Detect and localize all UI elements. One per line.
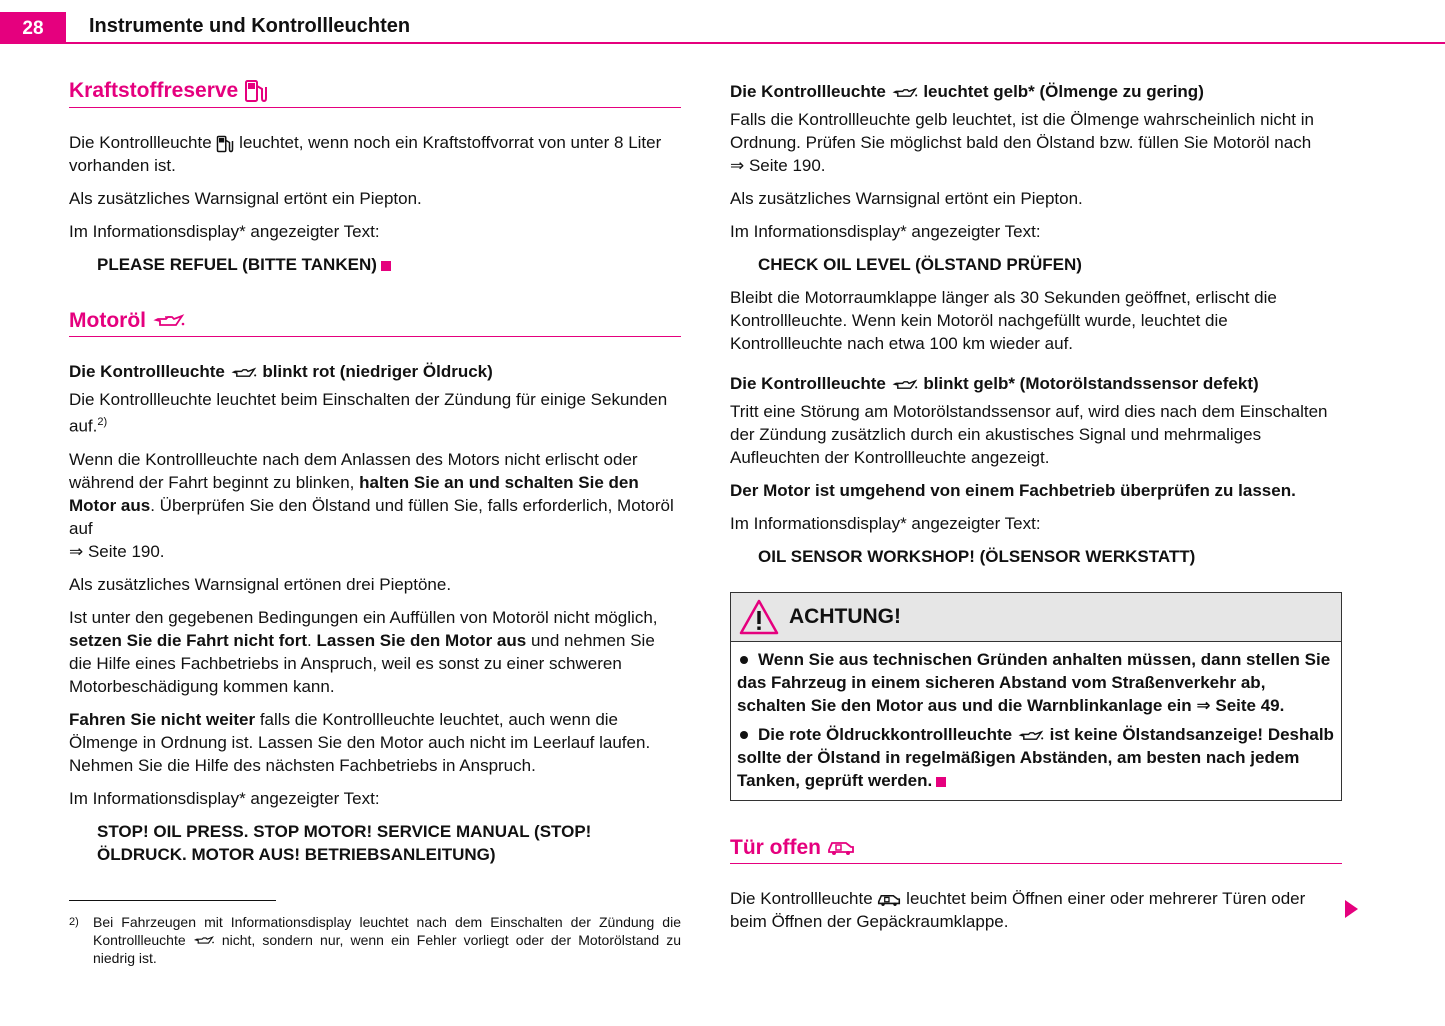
door-p1-start: Die Kontrollleuchte xyxy=(730,889,873,908)
oil-sensor-sub-start: Die Kontrollleuchte xyxy=(730,374,886,393)
yellow-p1-text: Falls die Kontrollleuchte gelb leuchtet, ist die Ölmenge wahrscheinlich nicht in Ordnung. Prüfen Sie möglichst bald den Ölstand bzw. füllen Sie Motoröl nach xyxy=(730,110,1314,152)
right-column xyxy=(730,80,1342,943)
warning-box xyxy=(730,592,1342,801)
oil-can-icon xyxy=(1017,728,1045,744)
oil-sensor-subheading xyxy=(730,372,1342,395)
footnote-text xyxy=(93,913,681,967)
yellow-paragraph-2: Als zusätzliches Warnsignal ertönt ein Piepton. xyxy=(730,189,1083,208)
oil-p4-bold-2: Lassen Sie den Motor aus xyxy=(316,630,527,650)
header-rule xyxy=(0,42,1445,44)
oil-p4-a: Ist unter den gegebenen Bedingungen ein Auffüllen von Motoröl nicht möglich, xyxy=(69,607,658,627)
left-column xyxy=(69,70,681,967)
oil-display-text: STOP! OIL PRESS. STOP MOTOR! SERVICE MANUAL (STOP! ÖLDRUCK. MOTOR AUS! BETRIEBSANLEITUNG) xyxy=(97,821,592,864)
fuel-paragraph-1 xyxy=(69,131,681,177)
fuel-display-message: PLEASE REFUEL (BITTE TANKEN) xyxy=(97,255,377,274)
section-end-marker xyxy=(936,777,946,787)
warning-header xyxy=(731,593,1341,642)
open-door-car-icon xyxy=(827,839,855,857)
oil-p1-text: Die Kontrollleuchte leuchtet beim Einschalten der Zündung für einige Sekunden auf. xyxy=(69,390,668,436)
yellow-paragraph-1 xyxy=(730,108,1342,177)
oil-red-sub-end: blinkt rot (niedriger Öldruck) xyxy=(262,362,493,381)
next-page-arrow-icon[interactable] xyxy=(1345,900,1358,918)
warning-bullet-1 xyxy=(737,648,1335,717)
door-paragraph-1 xyxy=(730,887,1342,933)
footnote xyxy=(69,913,681,967)
oil-p2-bold: halten Sie an und schalten Sie den Motor aus xyxy=(69,472,639,515)
door-heading-text: Tür offen xyxy=(730,836,821,859)
sensor-display-text: OIL SENSOR WORKSHOP! (ÖLSENSOR WERKSTATT) xyxy=(758,547,1196,566)
section-heading-motor-oil xyxy=(69,309,681,337)
oil-paragraph-2 xyxy=(69,448,681,563)
fuel-pump-icon xyxy=(216,134,234,154)
oil-red-subheading xyxy=(69,360,681,383)
oil-yellow-sub-start: Die Kontrollleuchte xyxy=(730,82,886,101)
fuel-display-text xyxy=(69,253,681,276)
fuel-pump-icon xyxy=(244,78,268,104)
section-heading-door-open xyxy=(730,836,1342,864)
warning-bullet-2 xyxy=(737,723,1335,792)
warning-bullet-2-start: Die rote Öldruckkontrollleuchte xyxy=(758,725,1013,744)
yellow-paragraph-4: Bleibt die Motorraumklappe länger als 30 Sekunden geöffnet, erlischt die Kontrollleuchte. Wenn kein Motoröl nachgefüllt wurde, leuchtet die Kontrollleuchte nach etwa 100 km wieder auf. xyxy=(730,288,1277,353)
oil-can-icon xyxy=(891,85,919,101)
oil-heading-text: Motoröl xyxy=(69,309,146,332)
sensor-paragraph-1: Tritt eine Störung am Motorölstandssensor auf, wird dies nach dem Einschalten der Zündung zusätzlich durch ein akustisches Signal und mehrmaliges Aufleuchten der Kontrollleuchte angezeigt. xyxy=(730,402,1328,467)
oil-p4-c: . xyxy=(307,630,317,650)
section-heading-fuel-reserve xyxy=(69,78,681,108)
warning-bullet-1-text: Wenn Sie aus technischen Gründen anhalten müssen, dann stellen Sie das Fahrzeug in einem sicheren Abstand vom Straßenverkehr ab, schalten Sie den Motor aus und die Warnblinkanlage ein ⇒ Seite 49. xyxy=(737,650,1331,715)
oil-red-sub-start: Die Kontrollleuchte xyxy=(69,362,225,381)
oil-paragraph-1 xyxy=(69,388,681,438)
bullet-icon xyxy=(740,656,748,664)
fuel-paragraph-2: Als zusätzliches Warnsignal ertönt ein Piepton. xyxy=(69,189,422,208)
oil-can-icon xyxy=(152,311,186,331)
fuel-p1-end: leuchtet, wenn noch ein Kraftstoffvorrat von unter 8 Liter vorhanden ist. xyxy=(69,133,662,175)
oil-can-icon xyxy=(230,365,258,381)
oil-can-icon xyxy=(891,377,919,393)
footnote-mark: 2) xyxy=(69,915,79,928)
door-p1-end: leuchtet beim Öffnen einer oder mehrerer Türen oder beim Öffnen der Gepäckraumklappe. xyxy=(730,889,1306,931)
bullet-icon xyxy=(740,731,748,739)
fuel-heading-text: Kraftstoffreserve xyxy=(69,79,239,102)
warning-title: ACHTUNG! xyxy=(789,605,901,628)
oil-p4-e: und nehmen Sie die Hilfe eines Fachbetriebs in Anspruch, weil es sonst zu einer schweren Motorbeschädigung kommen kann. xyxy=(69,630,655,696)
page-reference-link[interactable]: ⇒ Seite 190. xyxy=(730,156,826,175)
footnote-text-b: nicht, sondern nur, wenn ein Fehler vorliegt oder der Motorölstand zu niedrig ist. xyxy=(93,931,682,966)
oil-yellow-sub-end: leuchtet gelb* (Ölmenge zu gering) xyxy=(923,82,1204,101)
fuel-paragraph-3: Im Informationsdisplay* angezeigter Text: xyxy=(69,222,380,241)
warning-bullet-2-end: ist keine Ölstandsanzeige! Deshalb sollte der Ölstand in regelmäßigen Abständen, am besten nach jedem Tanken, geprüft werden. xyxy=(737,725,1334,790)
oil-yellow-subheading xyxy=(730,80,1342,103)
warning-triangle-icon xyxy=(739,599,779,635)
page-header xyxy=(0,0,1445,44)
oil-paragraph-3: Als zusätzliches Warnsignal ertönen drei Pieptöne. xyxy=(69,574,452,594)
page-number: 28 xyxy=(0,12,66,44)
page-title: Instrumente und Kontrollleuchten xyxy=(89,15,411,37)
warning-body xyxy=(731,642,1341,800)
section-end-marker xyxy=(381,261,391,271)
yellow-paragraph-3: Im Informationsdisplay* angezeigter Text: xyxy=(730,222,1041,241)
oil-can-icon xyxy=(193,934,215,947)
oil-p2-a: Wenn die Kontrollleuchte nach dem Anlassen des Motors nicht erlischt oder während der Fahrt beginnt zu blinken, xyxy=(69,449,638,492)
page-reference-link[interactable]: ⇒ Seite 190. xyxy=(69,541,165,561)
sensor-paragraph-3: Im Informationsdisplay* angezeigter Text: xyxy=(730,514,1041,533)
oil-paragraph-4 xyxy=(69,606,681,698)
fuel-p1-start: Die Kontrollleuchte xyxy=(69,133,212,152)
sensor-paragraph-2: Der Motor ist umgehend von einem Fachbetrieb überprüfen zu lassen. xyxy=(730,481,1296,500)
oil-p5-bold: Fahren Sie nicht weiter xyxy=(69,709,256,729)
yellow-display-text: CHECK OIL LEVEL (ÖLSTAND PRÜFEN) xyxy=(758,255,1082,274)
oil-sensor-sub-end: blinkt gelb* (Motorölstandssensor defekt) xyxy=(923,374,1259,393)
open-door-car-icon xyxy=(877,892,901,908)
oil-p2-c: . Überprüfen Sie den Ölstand und füllen Sie, falls erforderlich, Motoröl auf xyxy=(69,495,674,538)
footnote-ref: 2) xyxy=(97,416,108,428)
oil-paragraph-5 xyxy=(69,708,681,777)
oil-p4-bold-1: setzen Sie die Fahrt nicht fort xyxy=(69,630,308,650)
footnote-text-a: Bei Fahrzeugen mit Informationsdisplay leuchtet nach dem Einschalten der Zündung die Kontrollleuchte xyxy=(93,913,681,948)
footnote-rule xyxy=(69,900,276,901)
oil-p5-text: falls die Kontrollleuchte leuchtet, auch wenn die Ölmenge in Ordnung ist. Lassen Sie den Motor auch nicht im Leerlauf laufen. Nehmen Sie die Hilfe des nächsten Fachbetriebs in Anspruch. xyxy=(69,709,651,775)
oil-paragraph-6: Im Informationsdisplay* angezeigter Text: xyxy=(69,788,380,808)
